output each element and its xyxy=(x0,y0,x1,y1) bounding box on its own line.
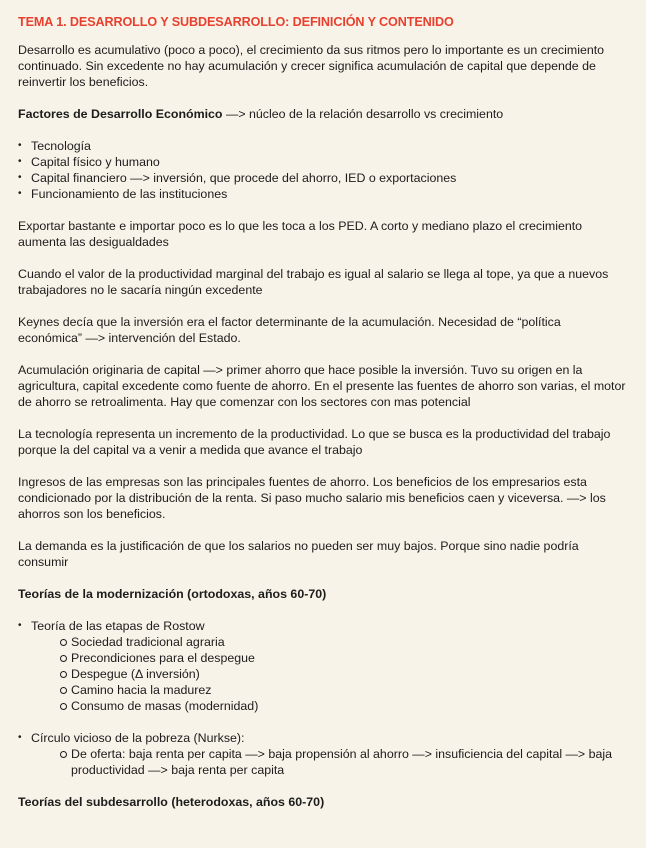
paragraph-exportar: Exportar bastante e importar poco es lo que les toca a los PED. A corto y mediano plazo el crecimiento aumenta las desigualdades xyxy=(18,219,583,249)
list-item: Camino hacia la madurez xyxy=(59,682,628,698)
rostow-stages xyxy=(31,634,628,714)
paragraph-tecnologia: La tecnología representa un incremento de la productividad. Lo que se busca es la productividad del trabajo porque la del capital va a venir a medida que avance el trabajo xyxy=(18,427,611,457)
rostow-label: Teoría de las etapas de Rostow xyxy=(31,619,205,633)
paragraph-acumulacion: Acumulación originaria de capital —> primer ahorro que hace posible la inversión. Tuvo su origen en la agricultura, capital excedente como fuente de ahorro. En el presente las fuentes de ahorro son varias, el motor de ahorro se retroalimenta. Hay que comenzar con los sectores con mas potencial xyxy=(18,363,626,409)
list-item: De oferta: baja renta per capita —> baja propensión al ahorro —> insuficiencia del capital —> baja productividad —> baja renta per capita xyxy=(59,746,628,778)
rostow-list xyxy=(18,618,628,714)
document-title: TEMA 1. DESARROLLO Y SUBDESARROLLO: DEFINICIÓN Y CONTENIDO xyxy=(18,15,454,29)
list-item: Sociedad tradicional agraria xyxy=(59,634,628,650)
circulo-list xyxy=(18,730,628,778)
list-item: Consumo de masas (modernidad) xyxy=(59,698,628,714)
list-item: Precondiciones para el despegue xyxy=(59,650,628,666)
paragraph-keynes: Keynes decía que la inversión era el factor determinante de la acumulación. Necesidad de “política económica” —> intervención del Estado. xyxy=(18,315,561,345)
factores-note: —> núcleo de la relación desarrollo vs crecimiento xyxy=(222,107,504,121)
list-item: • Capital financiero —> inversión, que procede del ahorro, IED o exportaciones xyxy=(18,170,628,186)
paragraph-productividad-marginal: Cuando el valor de la productividad marginal del trabajo es igual al salario se llega al tope, ya que a nuevos trabajadores no le sacaría ningún excedente xyxy=(18,267,609,297)
list-item: • Capital físico y humano xyxy=(18,154,628,170)
factores-heading: Factores de Desarrollo Económico xyxy=(18,107,223,121)
paragraph-ingresos: Ingresos de las empresas son las principales fuentes de ahorro. Los beneficios de los empresarios esta condicionado por la distribución de la renta. Si paso mucho salario mis beneficios caen y viceversa. —> los ahorros son los beneficios. xyxy=(18,475,606,521)
list-item xyxy=(18,730,628,778)
circulo-items xyxy=(31,746,628,778)
circulo-label: Círculo vicioso de la pobreza (Nurkse): xyxy=(31,731,245,745)
factores-line xyxy=(18,106,628,122)
subdesarrollo-heading: Teorías del subdesarrollo (heterodoxas, años 60-70) xyxy=(18,795,325,809)
intro-paragraph: Desarrollo es acumulativo (poco a poco), el crecimiento da sus ritmos pero lo importante es un crecimiento continuado. Sin excedente no hay acumulación y crecer significa acumulación de capital que depende de reinvertir los beneficios. xyxy=(18,43,605,89)
list-item xyxy=(18,618,628,714)
list-item: • Tecnología xyxy=(18,138,628,154)
factores-list xyxy=(18,138,628,202)
list-item: Despegue (Δ inversión) xyxy=(59,666,628,682)
modernizacion-heading: Teorías de la modernización (ortodoxas, años 60-70) xyxy=(18,587,327,601)
list-item: • Funcionamiento de las instituciones xyxy=(18,186,628,202)
paragraph-demanda: La demanda es la justificación de que los salarios no pueden ser muy bajos. Porque sino nadie podría consumir xyxy=(18,539,579,569)
